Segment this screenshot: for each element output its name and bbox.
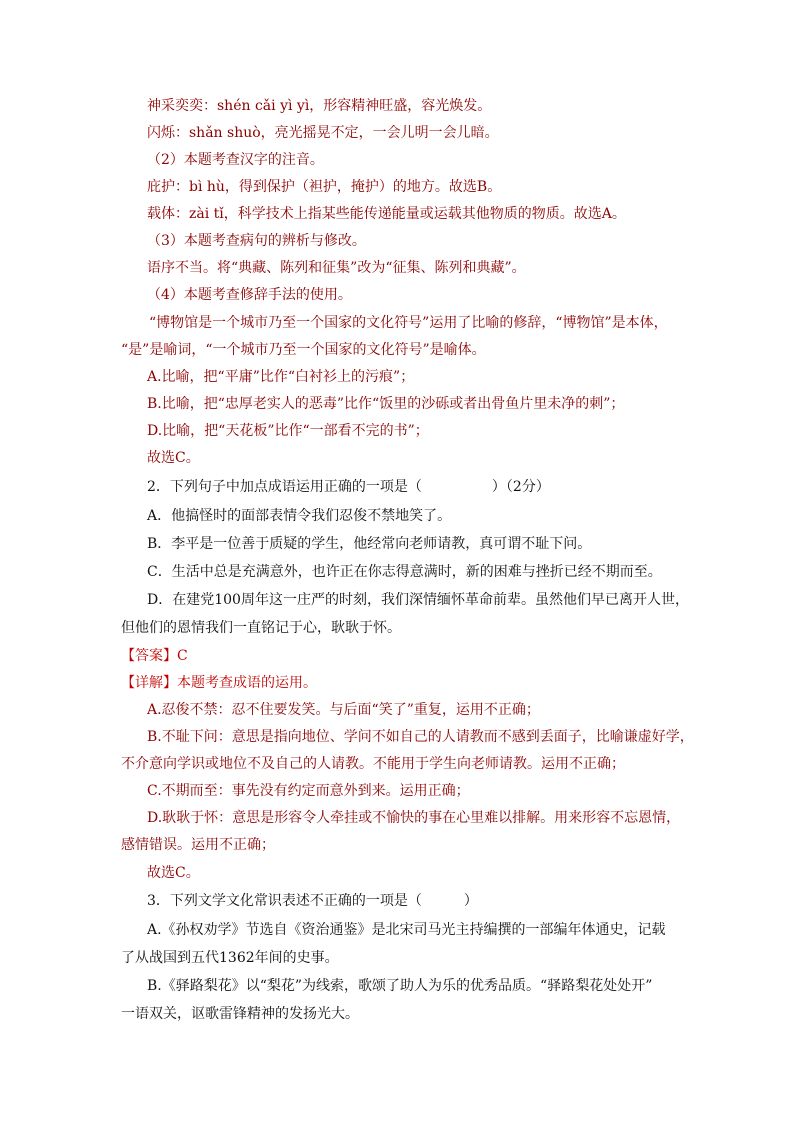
text-line: 神采奕奕：shén cǎi yì yì，形容精神旺盛，容光焕发。: [147, 98, 492, 114]
text-line: （4）本题考查修辞手法的使用。: [147, 287, 352, 303]
option-a-continued: 了从战国到五代1362年间的史事。: [121, 950, 339, 966]
text-line: A.比喻，把“平庸”比作“白衬衫上的污痕”；: [147, 369, 415, 385]
text-line: 感情错误。运用不正确；: [121, 837, 275, 853]
text-line: “是”是喻词，“一个城市乃至一个国家的文化符号”是喻体。: [121, 342, 486, 358]
option-d-continued: 但他们的恩情我们一直铭记于心，耿耿于怀。: [121, 620, 401, 636]
option-b: B.《驿路梨花》以“梨花”为线索，歌颂了助人为乐的优秀品质。“驿路梨花处处开”: [147, 978, 653, 994]
text-line: B.不耻下问：意思是指向地位、学问不如自己的人请教而不感到丢面子，比喻谦虚好学，: [147, 729, 694, 745]
text-line: 故选C。: [147, 865, 200, 881]
text-line: B.比喻，把“忠厚老实人的恶毒”比作“饭里的沙砾或者出骨鱼片里未净的刺”；: [147, 396, 625, 412]
text-line: C.不期而至：事先没有约定而意外到来。运用正确；: [147, 783, 470, 799]
text-line: 载体：zài tǐ，科学技术上指某些能传递能量或运载其他物质的物质。故选A。: [147, 206, 626, 222]
text-line: （2）本题考查汉字的注音。: [147, 152, 324, 168]
text-line: “博物馆是一个城市乃至一个国家的文化符号”运用了比喻的修辞，“博物馆”是本体，: [149, 315, 668, 331]
explanation-title: 【详解】本题考查成语的运用。: [121, 675, 317, 691]
option-d: D．在建党100周年这一庄严的时刻，我们深情缅怀革命前辈。虽然他们早已离开人世，: [147, 592, 689, 608]
question-2-stem: 2．下列句子中加点成语运用正确的一项是（ ）（2分）: [147, 479, 550, 495]
option-b-continued: 一语双关，讴歌雷锋精神的发扬光大。: [121, 1006, 359, 1022]
text-line: （3）本题考查病句的辨析与修改。: [147, 233, 366, 249]
option-a: A．他搞怪时的面部表情令我们忍俊不禁地笑了。: [147, 508, 452, 524]
option-a: A.《孙权劝学》节选自《资治通鉴》是北宋司马光主持编撰的一部编年体通史，记载: [147, 922, 666, 938]
question-3-stem: 3．下列文学文化常识表述不正确的一项是（ ）: [147, 893, 478, 909]
text-line: D.比喻，把“天花板”比作“一部看不完的书”；: [147, 423, 429, 439]
text-line: A.忍俊不禁：忍不住要发笑。与后面“笑了”重复，运用不正确；: [147, 702, 540, 718]
text-line: 故选C。: [147, 450, 200, 466]
option-c: C．生活中总是充满意外，也许正在你志得意满时，新的困难与挫折已经不期而至。: [147, 564, 662, 580]
text-line: 庇护：bì hù，得到保护（袒护，掩护）的地方。故选B。: [147, 179, 502, 195]
text-line: 不介意向学识或地位不及自己的人请教。不能用于学生向老师请教。运用不正确；: [121, 756, 625, 772]
text-line: 语序不当。将“典藏、陈列和征集”改为“征集、陈列和典藏”。: [147, 260, 526, 276]
text-line: D.耿耿于怀：意思是形容令人牵挂或不愉快的事在心里难以排解。用来形容不忘恩情，: [147, 810, 681, 826]
answer: 【答案】C: [121, 648, 188, 664]
text-line: 闪烁：shǎn shuò，亮光摇晃不定，一会儿明一会儿暗。: [147, 125, 499, 141]
option-b: B．李平是一位善于质疑的学生，他经常向老师请教，真可谓不耻下问。: [147, 536, 592, 552]
